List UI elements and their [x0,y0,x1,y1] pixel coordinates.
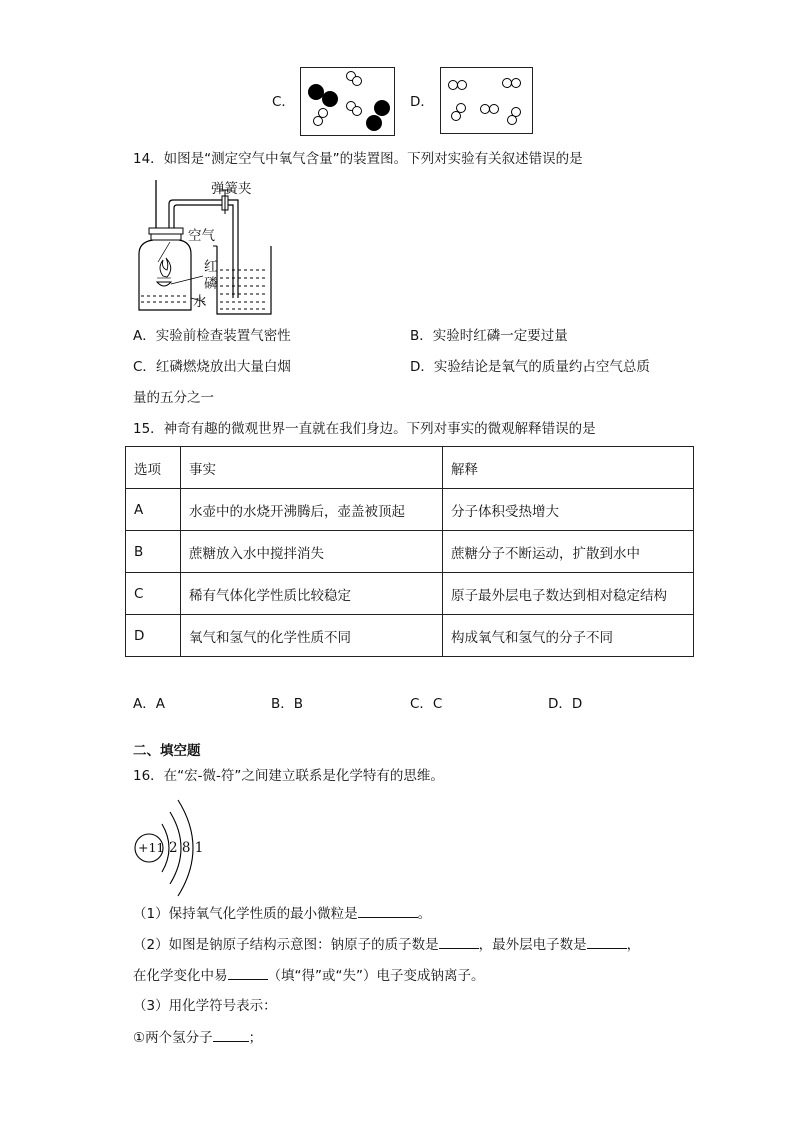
answer-blank[interactable] [213,1027,249,1042]
q15-choice-c: C．C [410,696,443,712]
section-heading: 二、填空题 [133,743,201,759]
q15-choice-d: D．D [548,696,583,712]
q16-sub2-comma: ， [626,937,641,953]
q14-option-b: B．实验时红磷一定要过量 [410,328,568,344]
q16-sub3: （3）用化学符号表示： [133,998,277,1014]
q15-choice-b: B．B [271,696,304,712]
q15-stem: 15．神奇有趣的微观世界一直就在我们身边。下列对事实的微观解释错误的是 [133,421,596,437]
table-header-fact: 事实 [181,447,443,489]
q16-sub2-text: （2）如图是钠原子结构示意图：钠原子的质子数是 [133,937,439,953]
q16-sub1 [133,903,431,924]
fig-label-air: 空气 [188,228,215,244]
answer-blank[interactable] [587,934,627,949]
table-cell: 水壶中的水烧开沸腾后，壶盖被顶起 [181,489,443,531]
table-header-explanation: 解释 [443,447,694,489]
answer-blank[interactable] [439,934,479,949]
table-cell: C [126,573,181,615]
q16-sub1-end: 。 [417,906,432,922]
q16-sub2-cont [133,965,484,986]
table-row [126,615,694,657]
option-c-particle-box [300,67,395,136]
option-d-label: D． [410,94,434,110]
q15-choice-a: A．A [133,696,165,712]
fig-label-red: 红 [204,259,218,275]
q14-option-d: D．实验结论是氧气的质量约占空气总质 [410,359,650,375]
q16-sub1-text: （1）保持氧气化学性质的最小微粒是 [133,906,358,922]
table-cell: 稀有气体化学性质比较稳定 [181,573,443,615]
fig-label-clip: 弹簧夹 [211,181,252,197]
q14-stem: 14．如图是“测定空气中氧气含量”的装置图。下列对实验有关叙述错误的是 [133,151,583,167]
answer-blank[interactable] [228,965,268,980]
table-cell: A [126,489,181,531]
table-cell: 氧气和氢气的化学性质不同 [181,615,443,657]
q16-sub2-mid: ，最外层电子数是 [478,937,587,953]
table-cell: 构成氧气和氢气的分子不同 [443,615,694,657]
answer-blank[interactable] [358,903,418,918]
fig-label-phosphorus: 磷 [204,276,218,292]
option-c-particles [301,68,394,135]
fig-label-water: 水 [193,294,207,310]
q15-table [125,446,694,657]
q16-sub2-text2: 在化学变化中易 [133,968,228,984]
table-cell: 分子体积受热增大 [443,489,694,531]
option-d-particles [441,68,532,133]
table-row [126,489,694,531]
table-header-option: 选项 [126,447,181,489]
q14-option-d-cont: 量的五分之一 [133,390,214,406]
electron-shells: 2 8 1 [169,840,204,856]
table-header-row [126,447,694,489]
table-cell: 原子最外层电子数达到相对稳定结构 [443,573,694,615]
q16-sub3-item1-end: ； [248,1030,263,1046]
table-cell: B [126,531,181,573]
table-row [126,531,694,573]
q14-option-a: A．实验前检查装置气密性 [133,328,291,344]
q16-stem: 16．在“宏-微-符”之间建立联系是化学特有的思维。 [133,768,444,784]
q16-sub2 [133,934,640,955]
q16-sub3-item1 [133,1027,262,1048]
option-d-particle-box [440,67,533,134]
q16-sub2-end: （填“得”或“失”）电子变成钠离子。 [267,968,485,984]
table-cell: 蔗糖分子不断运动，扩散到水中 [443,531,694,573]
q16-sub3-item1-text: ①两个氢分子 [133,1030,213,1046]
table-cell: D [126,615,181,657]
nucleus-charge: +11 [138,840,165,855]
option-c-label: C． [272,94,295,110]
table-cell: 蔗糖放入水中搅拌消失 [181,531,443,573]
q14-option-c: C．红磷燃烧放出大量白烟 [133,359,291,375]
table-row [126,573,694,615]
